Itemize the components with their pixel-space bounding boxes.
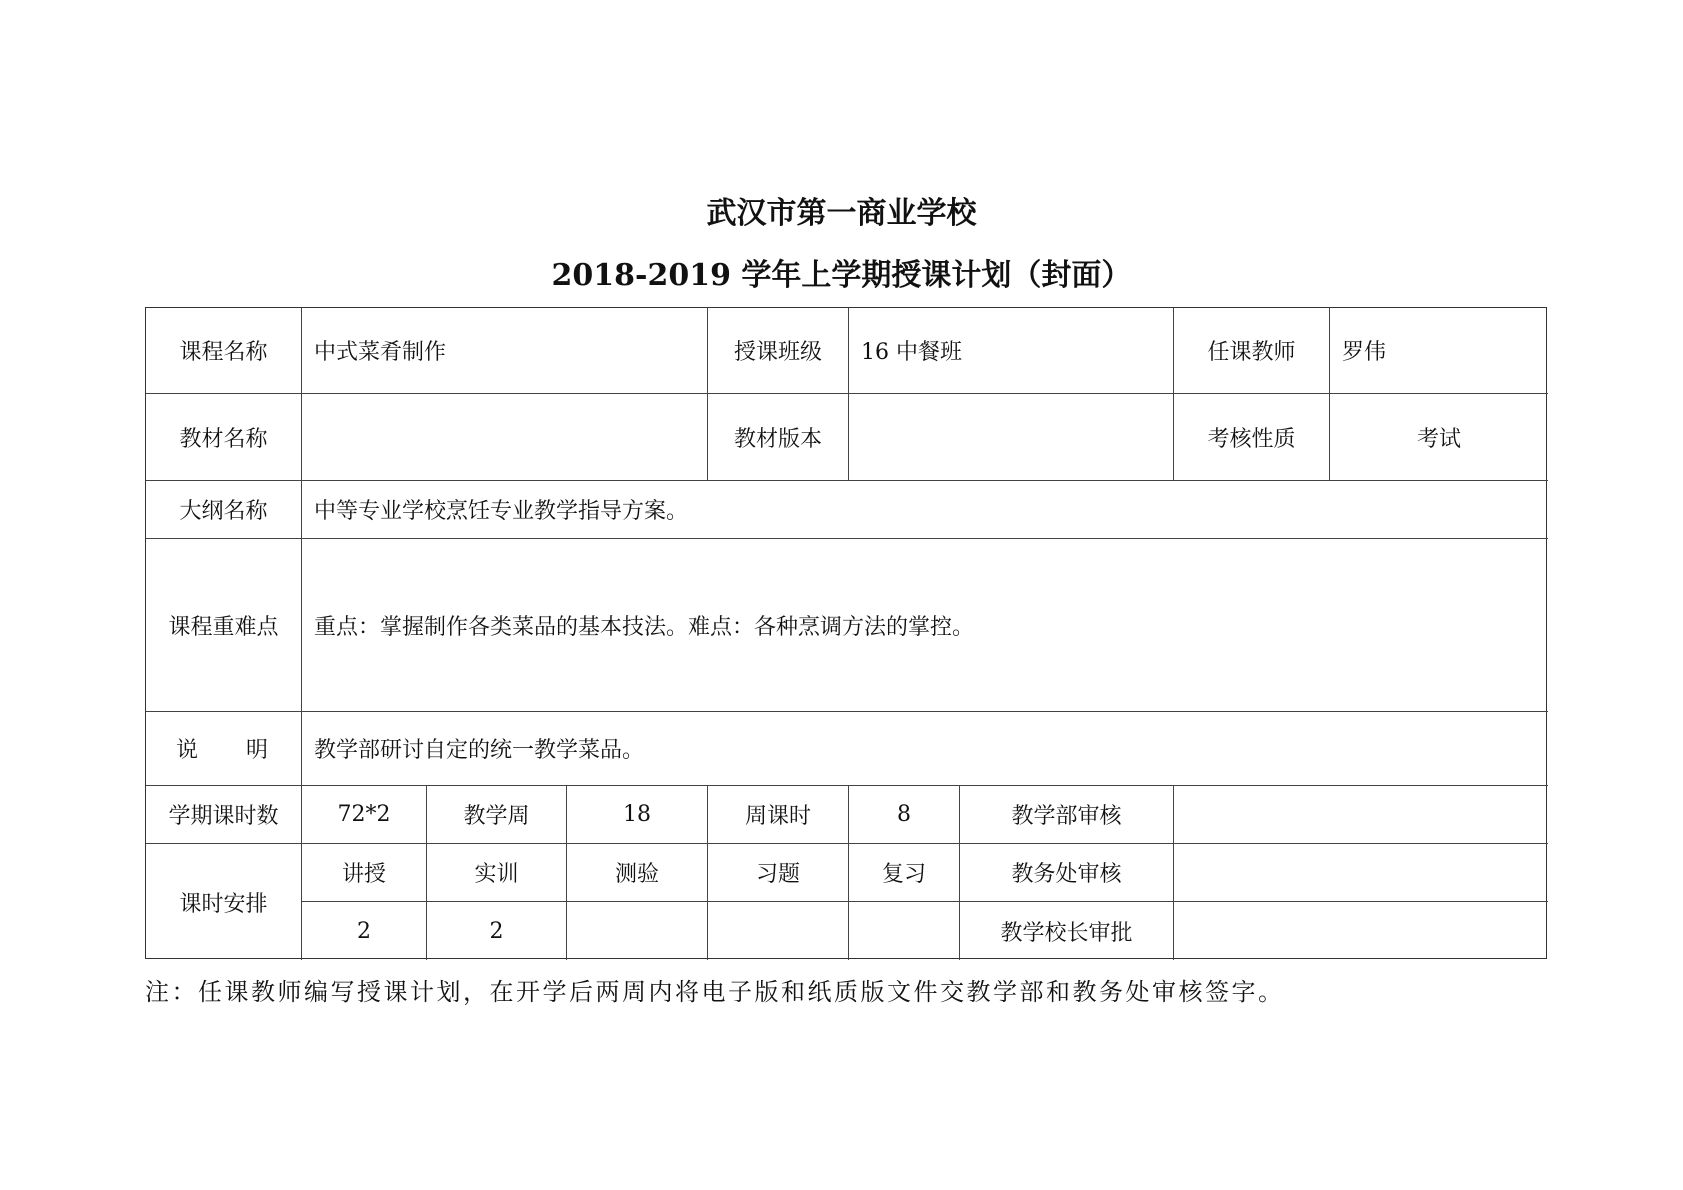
schedule-header-test: 测验 — [567, 844, 708, 902]
syllabus-label: 大纲名称 — [146, 481, 302, 539]
weekly-hours-value: 8 — [849, 786, 960, 844]
weeks-value: 18 — [567, 786, 708, 844]
keypoints-value: 重点：掌握制作各类菜品的基本技法。难点：各种烹调方法的掌控。 — [302, 539, 1548, 712]
footer-note: 注：任课教师编写授课计划，在开学后两周内将电子版和纸质版文件交教学部和教务处审核签字。 — [145, 978, 1285, 1006]
schedule-value-test — [567, 902, 708, 960]
weeks-label: 教学周 — [427, 786, 567, 844]
class-value: 16 中餐班 — [849, 308, 1174, 394]
schedule-header-practice: 实训 — [427, 844, 567, 902]
hours-label: 学期课时数 — [146, 786, 302, 844]
edition-label: 教材版本 — [708, 394, 849, 481]
schedule-header-lecture: 讲授 — [302, 844, 427, 902]
document-title: 2018-2019 学年上学期授课计划（封面） — [551, 258, 1132, 293]
schedule-header-exercise: 习题 — [708, 844, 849, 902]
school-name: 武汉市第一商业学校 — [706, 196, 977, 231]
course-name-label: 课程名称 — [146, 308, 302, 394]
weekly-hours-label: 周课时 — [708, 786, 849, 844]
dept-review-value — [1174, 786, 1548, 844]
class-label: 授课班级 — [708, 308, 849, 394]
schedule-value-review — [849, 902, 960, 960]
dept-review-label: 教学部审核 — [960, 786, 1174, 844]
textbook-value — [302, 394, 708, 481]
explain-label — [146, 712, 302, 786]
keypoints-label: 课程重难点 — [146, 539, 302, 712]
explain-label-char-1: 说 — [176, 738, 199, 763]
hours-value: 72*2 — [302, 786, 427, 844]
schedule-value-exercise — [708, 902, 849, 960]
office-review-label: 教务处审核 — [960, 844, 1174, 902]
explain-label-char-2: 明 — [245, 738, 268, 763]
schedule-label: 课时安排 — [146, 844, 302, 960]
office-review-value — [1174, 844, 1548, 902]
teacher-label: 任课教师 — [1174, 308, 1330, 394]
schedule-header-review: 复习 — [849, 844, 960, 902]
assessment-value: 考试 — [1330, 394, 1548, 481]
course-name-value: 中式菜肴制作 — [302, 308, 708, 394]
schedule-value-lecture: 2 — [302, 902, 427, 960]
plan-table — [145, 307, 1547, 959]
textbook-label: 教材名称 — [146, 394, 302, 481]
principal-approval-value — [1174, 902, 1548, 960]
syllabus-value: 中等专业学校烹饪专业教学指导方案。 — [302, 481, 1548, 539]
edition-value — [849, 394, 1174, 481]
principal-approval-label: 教学校长审批 — [960, 902, 1174, 960]
explain-value: 教学部研讨自定的统一教学菜品。 — [302, 712, 1548, 786]
teacher-value: 罗伟 — [1330, 308, 1548, 394]
assessment-label: 考核性质 — [1174, 394, 1330, 481]
schedule-value-practice: 2 — [427, 902, 567, 960]
